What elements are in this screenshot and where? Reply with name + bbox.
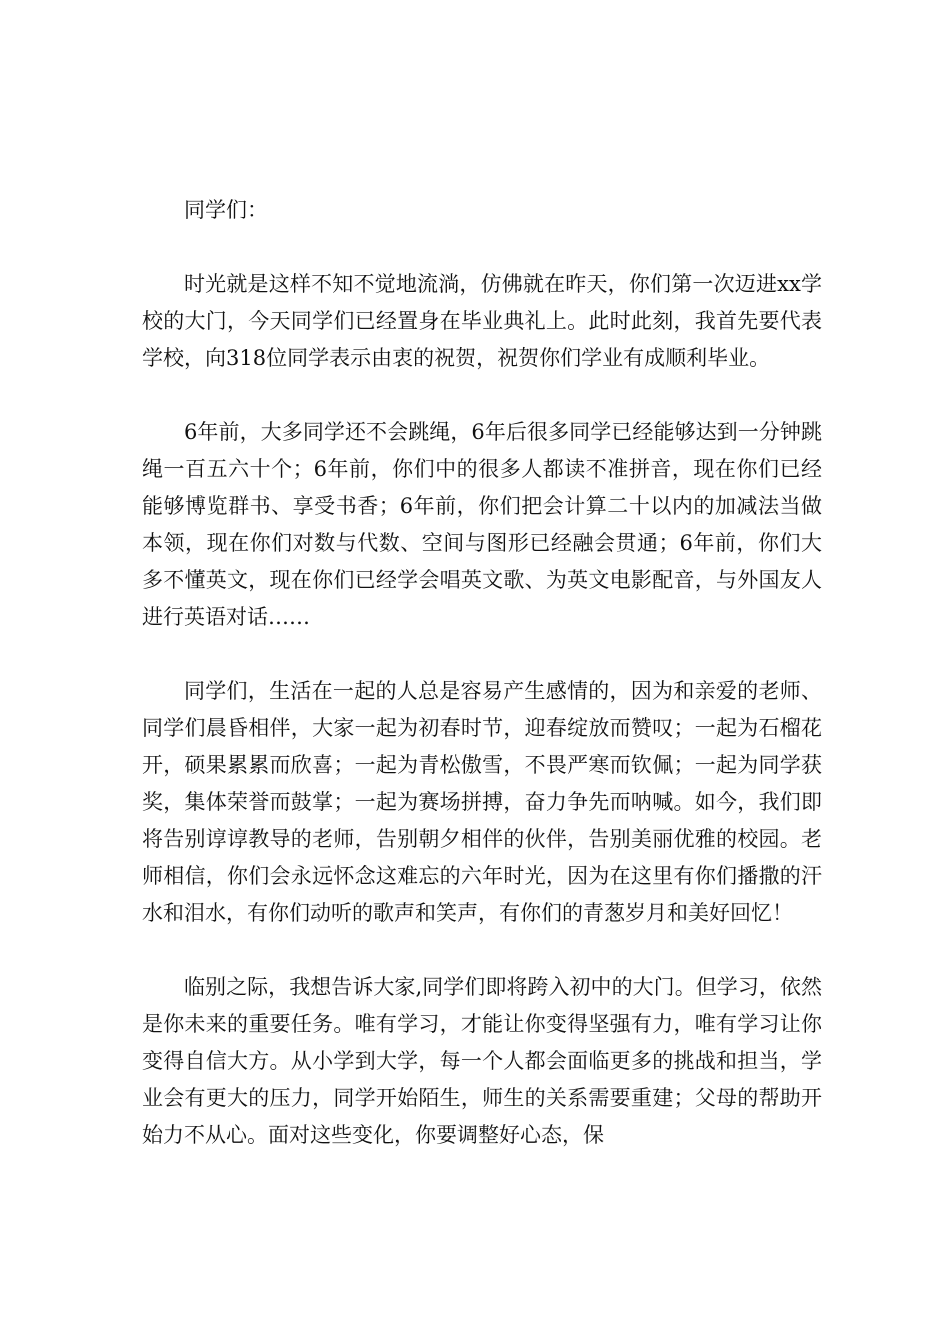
paragraph-spacer <box>142 229 822 266</box>
paragraph-1: 时光就是这样不知不觉地流淌，仿佛就在昨天，你们第一次迈进xx学校的大门，今天同学们已经置身在毕业典礼上。此时此刻，我首先要代表学校，向318位同学表示由衷的祝贺，祝贺你们学业有成顺利毕业。 <box>142 272 822 370</box>
paragraph-spacer <box>142 636 822 673</box>
paragraph-2: 6年前，大多同学还不会跳绳，6年后很多同学已经能够达到一分钟跳绳一百五六十个；6年前，你们中的很多人都读不准拼音，现在你们已经能够博览群书、享受书香；6年前，你们把会计算二十以内的加减法当做本领，现在你们对数与代数、空间与图形已经融会贯通；6年前，你们大多不懂英文，现在你们已经学会唱英文歌、为英文电影配音，与外国友人进行英语对话…… <box>142 420 822 629</box>
salutation: 同学们： <box>184 198 268 222</box>
paragraph-4: 临别之际，我想告诉大家,同学们即将跨入初中的大门。但学习，依然是你未来的重要任务。唯有学习，才能让你变得坚强有力，唯有学习让你变得自信大方。从小学到大学，每一个人都会面临更多的挑战和担当，学业会有更大的压力，同学开始陌生，师生的关系需要重建；父母的帮助开始力不从心。面对这些变化，你要调整好心态，保 <box>142 975 822 1147</box>
document-body <box>142 192 822 1154</box>
paragraph-3: 同学们，生活在一起的人总是容易产生感情的，因为和亲爱的老师、同学们晨昏相伴，大家一起为初春时节，迎春绽放而赞叹；一起为石榴花开，硕果累累而欣喜；一起为青松傲雪，不畏严寒而钦佩；一起为同学获奖，集体荣誉而鼓掌；一起为赛场拼搏，奋力争先而呐喊。如今，我们即将告别谆谆教导的老师，告别朝夕相伴的伙伴，告别美丽优雅的校园。老师相信，你们会永远怀念这难忘的六年时光，因为在这里有你们播撒的汗水和泪水，有你们动听的歌声和笑声，有你们的青葱岁月和美好回忆！ <box>142 679 822 925</box>
paragraph-spacer <box>142 932 822 969</box>
paragraph-spacer <box>142 377 822 414</box>
